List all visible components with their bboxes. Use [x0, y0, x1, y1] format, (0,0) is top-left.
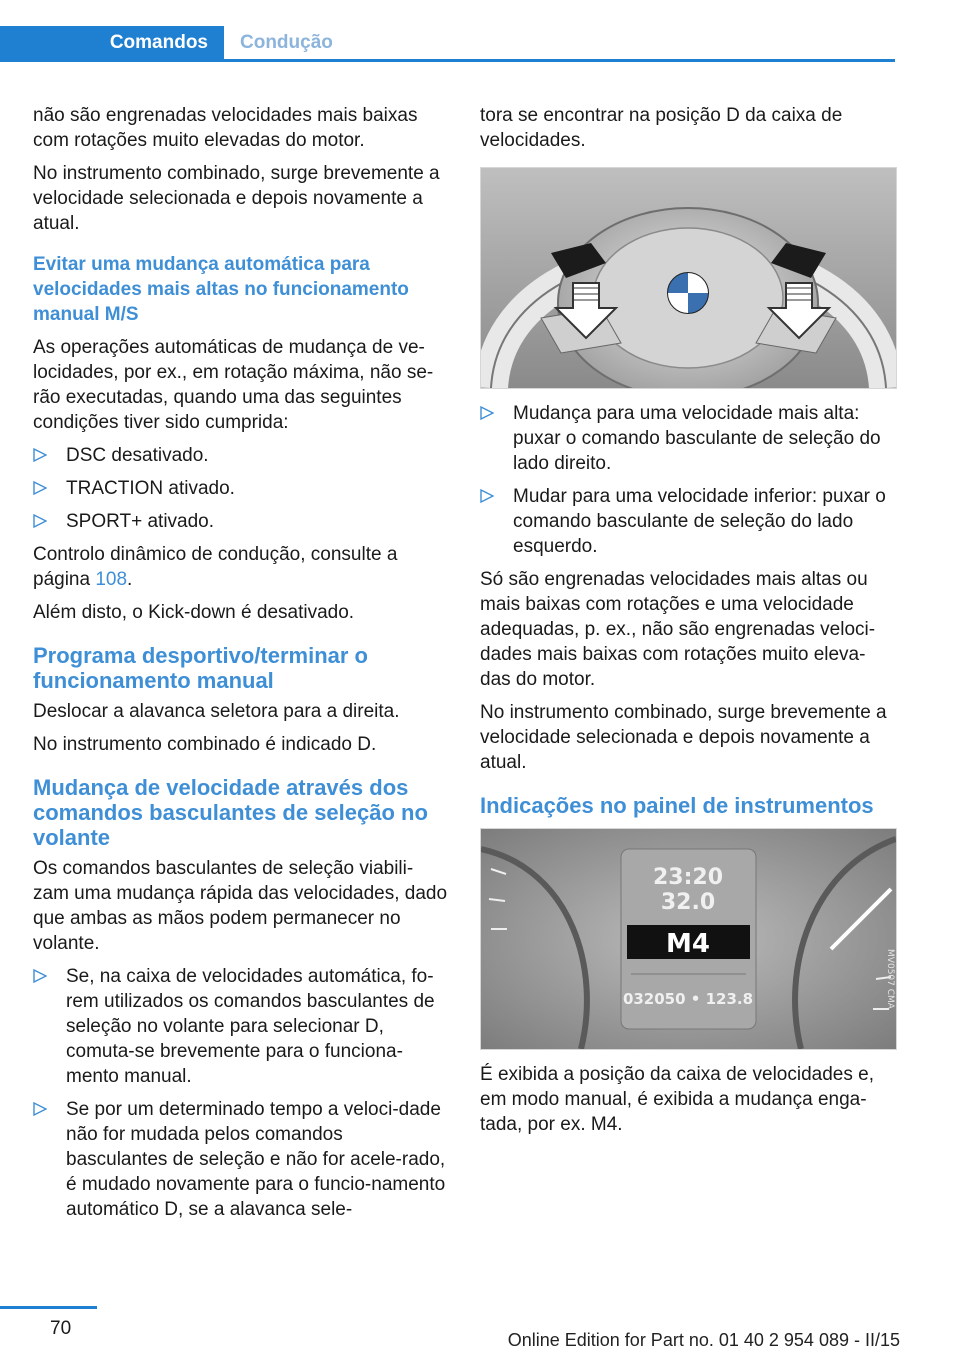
- triangle-bullet-icon: [33, 481, 47, 495]
- list-item-text: Se por um determinado tempo a veloci‐dade não for mudada pelos comandos basculantes de seleção e não for acele‐rado, é mudado novamente para o funcio‐namento automático D, se a alavanca sele‐: [66, 1099, 446, 1220]
- paragraph: Além disto, o Kick-down é desativado.: [33, 602, 355, 623]
- triangle-bullet-icon: [480, 406, 494, 420]
- triangle-bullet-icon: [480, 489, 494, 503]
- chapter-tabs: [0, 26, 895, 61]
- cluster-gear: M4: [666, 929, 710, 959]
- list-item: [33, 964, 448, 1089]
- tab-comandos[interactable]: Comandos: [0, 26, 224, 59]
- list-item-text: Se, na caixa de velocidades automática, fo‐rem utilizados os comandos basculantes de seleção no volante para selecionar D, comuta-se brevemente para o funciona‐mento manual.: [66, 966, 435, 1087]
- paragraph: Só são engrenadas velocidades mais altas ou mais baixas com rotações e uma velocidade adequadas, p. ex., não são engrenadas veloci‐dades mais baixas com rotações muito eleva‐das do motor.: [480, 569, 876, 690]
- heading-instrument-indications: Indicações no painel de instrumentos: [480, 793, 874, 818]
- page-link[interactable]: 108: [95, 569, 128, 590]
- tab-conducao[interactable]: Condução: [240, 31, 333, 53]
- paragraph: As operações automáticas de mudança de ve‐locidades, por ex., em rotação máxima, não se‐rão executadas, quando uma das seguintes condições tiver sido cumprida:: [33, 337, 434, 433]
- list-item-text: DSC desativado.: [66, 445, 209, 466]
- text: Controlo dinâmico de condução, consulte a página: [33, 544, 398, 590]
- heading-shift-paddles: Mudança de velocidade através dos comandos basculantes de seleção no volante: [33, 775, 428, 850]
- paddle-notes-list: [33, 964, 448, 1222]
- paragraph: No instrumento combinado é indicado D.: [33, 734, 377, 755]
- page-number: 70: [50, 1318, 72, 1339]
- list-item: [33, 476, 448, 501]
- paragraph: não são engrenadas velocidades mais baixas com rotações muito elevadas do motor.: [33, 105, 418, 151]
- triangle-bullet-icon: [33, 969, 47, 983]
- list-item-text: Mudança para uma velocidade mais alta: puxar o comando basculante de seleção do lado direito.: [513, 403, 881, 474]
- triangle-bullet-icon: [33, 514, 47, 528]
- cluster-temperature: 32.0: [660, 890, 716, 915]
- paragraph: No instrumento combinado, surge brevemente a velocidade selecionada e depois novamente a atual.: [33, 163, 440, 234]
- paragraph: tora se encontrar na posição D da caixa de velocidades.: [480, 105, 843, 151]
- list-item: [33, 443, 448, 468]
- text: .: [127, 569, 133, 590]
- header-rule: [0, 59, 895, 62]
- list-item-text: TRACTION ativado.: [66, 478, 235, 499]
- right-column: [480, 103, 895, 1145]
- triangle-bullet-icon: [33, 448, 47, 462]
- figure-code: MV0507 CMA: [885, 949, 895, 1009]
- paragraph: No instrumento combinado, surge brevemente a velocidade selecionada e depois novamente a atual.: [480, 702, 887, 773]
- conditions-list: [33, 443, 448, 534]
- paragraph: Os comandos basculantes de seleção viabili‐zam uma mudança rápida das velocidades, dado que ambas as mãos podem permanecer no volante.: [33, 858, 448, 954]
- heading-avoid-upshift: Evitar uma mudança automática para velocidades mais altas no funcionamento manual M/S: [33, 254, 409, 325]
- list-item-text: Mudar para uma velocidade inferior: puxar o comando basculante de seleção do lado esquerdo.: [513, 486, 886, 557]
- paragraph-page-ref: [33, 542, 448, 592]
- cluster-time: 23:20: [652, 865, 724, 890]
- shift-direction-list: [480, 401, 895, 559]
- footer-rule: [0, 1306, 97, 1309]
- paragraph: É exibida a posição da caixa de velocidades e, em modo manual, é exibida a mudança enga‐tada, por ex. M4.: [480, 1064, 874, 1135]
- cluster-odometer: 032050 • 123.8: [622, 990, 754, 1008]
- steering-wheel-paddles-figure: [480, 167, 897, 389]
- triangle-bullet-icon: [33, 1102, 47, 1116]
- paragraph: Deslocar a alavanca seletora para a direita.: [33, 701, 400, 722]
- list-item: [480, 401, 895, 476]
- list-item: [480, 484, 895, 559]
- edition-text: Online Edition for Part no. 01 40 2 954 089 - II/15: [507, 1330, 900, 1350]
- list-item-text: SPORT+ ativado.: [66, 511, 215, 532]
- heading-sport-program: Programa desportivo/terminar o funcionamento manual: [33, 643, 368, 693]
- list-item: [33, 509, 448, 534]
- left-column: [33, 103, 448, 1230]
- list-item: [33, 1097, 448, 1222]
- instrument-cluster-figure: [480, 828, 897, 1050]
